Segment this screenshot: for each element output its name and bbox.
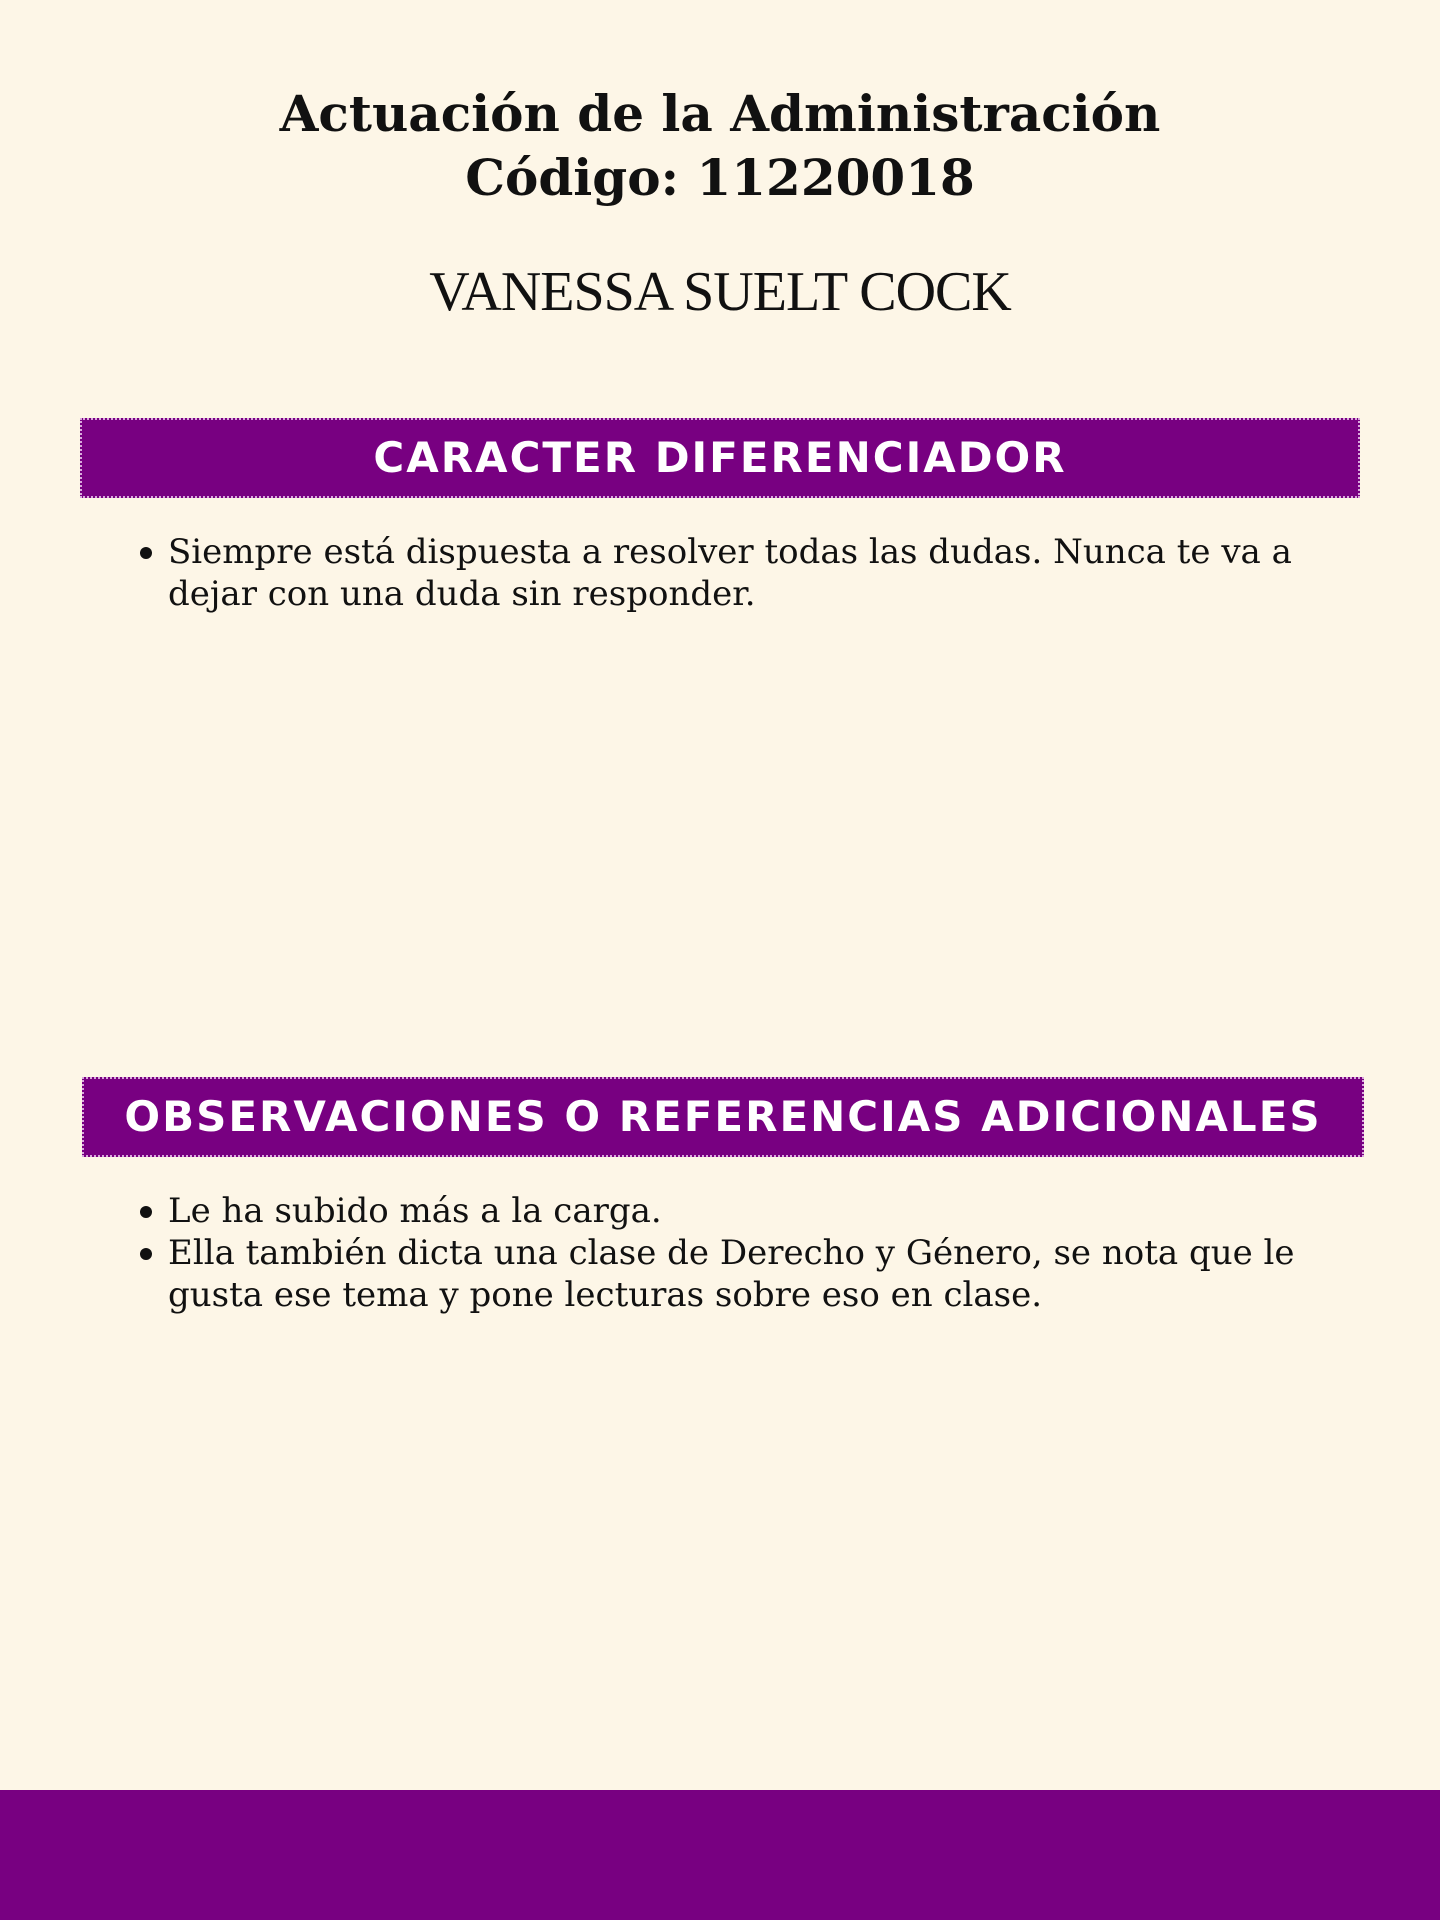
course-code: Código: 11220018: [465, 148, 975, 207]
footer-bar: [0, 1790, 1440, 1920]
course-name: Actuación de la Administración: [279, 84, 1161, 143]
list-item: Le ha subido más a la carga.: [168, 1190, 1368, 1232]
list-item: Ella también dicta una clase de Derecho y Género, se nota que le gusta ese tema y pone lecturas sobre eso en clase.: [168, 1232, 1368, 1316]
observaciones-list: [168, 1190, 1368, 1316]
section-heading-caracter-diferenciador: CARACTER DIFERENCIADOR: [80, 418, 1360, 498]
professor-name: VANESSA SUELT COCK: [429, 261, 1011, 323]
caracter-diferenciador-list: [168, 531, 1368, 615]
course-title: [0, 82, 1440, 210]
section-heading-observaciones: OBSERVACIONES O REFERENCIAS ADICIONALES: [82, 1077, 1364, 1157]
list-item: Siempre está dispuesta a resolver todas las dudas. Nunca te va a dejar con una duda sin responder.: [168, 531, 1368, 615]
